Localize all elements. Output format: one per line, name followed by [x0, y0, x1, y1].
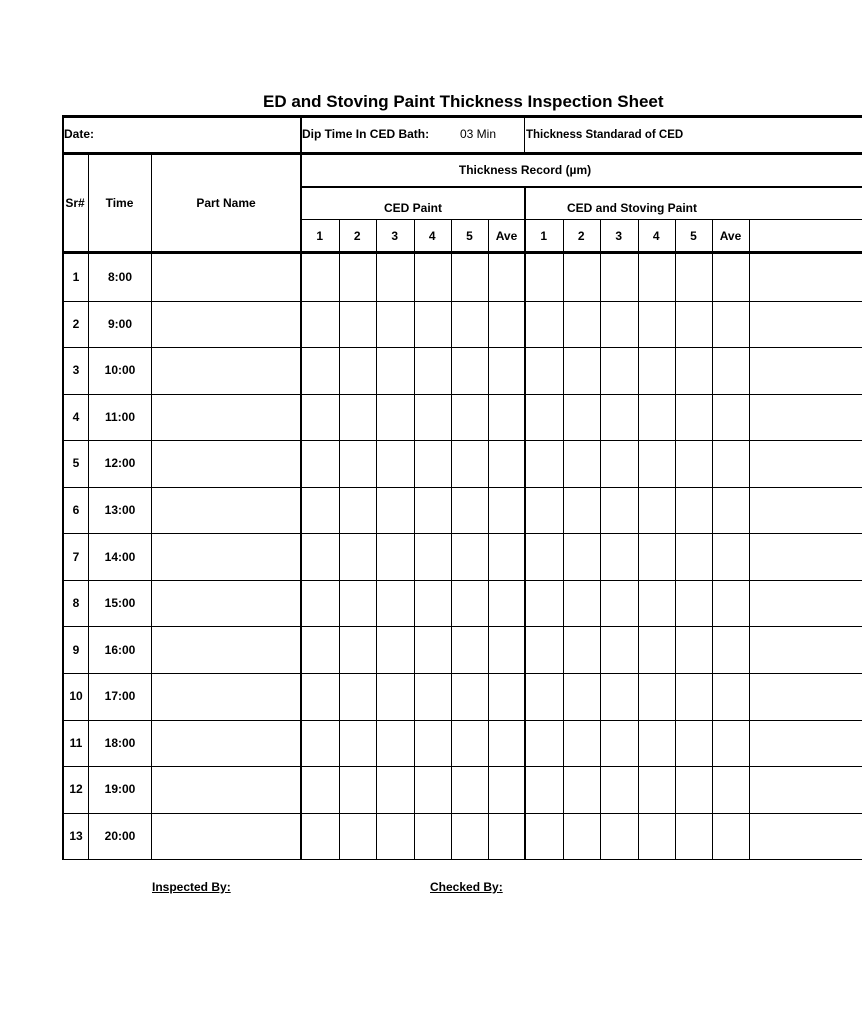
row-sr-cell: 3: [72, 363, 80, 378]
sheet-title: ED and Stoving Paint Thickness Inspection Sheet: [263, 92, 664, 111]
row-sr-cell: 13: [69, 828, 83, 843]
thickness-record-header: Thickness Record (µm): [458, 163, 592, 177]
row-time-cell: 18:00: [104, 735, 136, 750]
checked-by-label: Checked By:: [430, 880, 503, 894]
row-sr-cell: 7: [72, 549, 80, 564]
row-time-cell: 17:00: [104, 689, 136, 704]
time-column-header: Time: [105, 196, 134, 210]
stoving-sub-column-label: 3: [615, 229, 623, 243]
stoving-sub-column-label: 1: [540, 229, 548, 243]
paint-group-separator: [524, 186, 526, 860]
part-name-column-header: Part Name: [196, 196, 256, 210]
sub-column-divider: [675, 219, 676, 860]
table-row-divider: [62, 394, 862, 395]
time-column-divider: [151, 152, 152, 860]
row-time-cell: 13:00: [104, 503, 136, 518]
sub-column-divider: [488, 219, 489, 860]
ced-paint-header: CED Paint: [383, 201, 442, 215]
row-sr-cell: 1: [72, 270, 80, 285]
row-time-cell: 8:00: [107, 270, 133, 285]
dip-time-label: Dip Time In CED Bath:: [302, 127, 430, 141]
row-time-cell: 20:00: [104, 828, 136, 843]
table-row-divider: [62, 673, 862, 674]
row-sr-cell: 9: [72, 642, 80, 657]
table-row-divider: [62, 440, 862, 441]
row-sr-cell: 2: [72, 316, 80, 331]
row-time-cell: 9:00: [107, 316, 133, 331]
ced-and-stoving-header: CED and Stoving Paint: [567, 201, 698, 215]
table-row-divider: [62, 720, 862, 721]
sub-column-divider: [414, 219, 415, 860]
table-row-divider: [62, 347, 862, 348]
row-time-cell: 15:00: [104, 596, 136, 611]
sub-column-divider: [600, 219, 601, 860]
table-row-divider: [62, 580, 862, 581]
ced-sub-column-label: 4: [428, 229, 436, 243]
stoving-sub-column-label: 5: [690, 229, 697, 243]
table-row-divider: [62, 766, 862, 767]
standard-label-divider: [524, 115, 525, 152]
table-row-divider: [62, 813, 862, 814]
table-row-divider: [62, 301, 862, 302]
row-sr-cell: 5: [72, 456, 80, 471]
table-row-divider: [62, 626, 862, 627]
sub-column-divider: [712, 219, 713, 860]
row-time-cell: 16:00: [104, 642, 136, 657]
ced-sub-column-label: Ave: [495, 229, 518, 243]
row-time-cell: 14:00: [104, 549, 136, 564]
row-sr-cell: 12: [69, 782, 83, 797]
table-top-border: [62, 115, 862, 118]
row-time-cell: 12:00: [104, 456, 136, 471]
row-time-cell: 11:00: [104, 409, 136, 424]
sub-column-divider: [451, 219, 452, 860]
sub-column-divider: [339, 219, 340, 860]
inspected-by-label: Inspected By:: [152, 880, 231, 894]
paint-group-divider: [301, 219, 862, 220]
stoving-sub-column-label: 2: [577, 229, 585, 243]
stoving-sub-column-label: 4: [652, 229, 660, 243]
sub-column-divider: [638, 219, 639, 860]
inspection-table: [62, 115, 862, 860]
row-sr-cell: 4: [72, 409, 80, 424]
ced-sub-column-label: 2: [353, 229, 361, 243]
ced-sub-column-label: 3: [391, 229, 399, 243]
row-time-cell: 19:00: [104, 782, 136, 797]
thickness-record-divider: [301, 186, 862, 188]
header-bottom-divider: [62, 251, 862, 254]
inspection-table-viewport: [62, 115, 742, 860]
row-sr-cell: 6: [72, 503, 80, 518]
sub-column-divider: [563, 219, 564, 860]
row-sr-cell: 10: [69, 689, 83, 704]
thickness-standard-label: Thickness Standarad of CED: [526, 129, 684, 141]
table-bottom-border: [62, 859, 862, 860]
table-row-divider: [62, 487, 862, 488]
sr-column-header: Sr#: [65, 196, 85, 210]
ced-sub-column-label: 5: [466, 229, 473, 243]
row-time-cell: 10:00: [104, 363, 136, 378]
ced-sub-column-label: 1: [316, 229, 324, 243]
stoving-sub-column-label: Ave: [719, 229, 742, 243]
dip-time-value: 03 Min: [460, 127, 497, 141]
date-label: Date:: [64, 127, 95, 141]
table-row-divider: [62, 533, 862, 534]
header-row-divider: [62, 152, 862, 155]
sub-column-divider: [376, 219, 377, 860]
sub-column-divider: [749, 219, 750, 860]
row-sr-cell: 11: [69, 735, 83, 750]
row-sr-cell: 8: [72, 596, 80, 611]
